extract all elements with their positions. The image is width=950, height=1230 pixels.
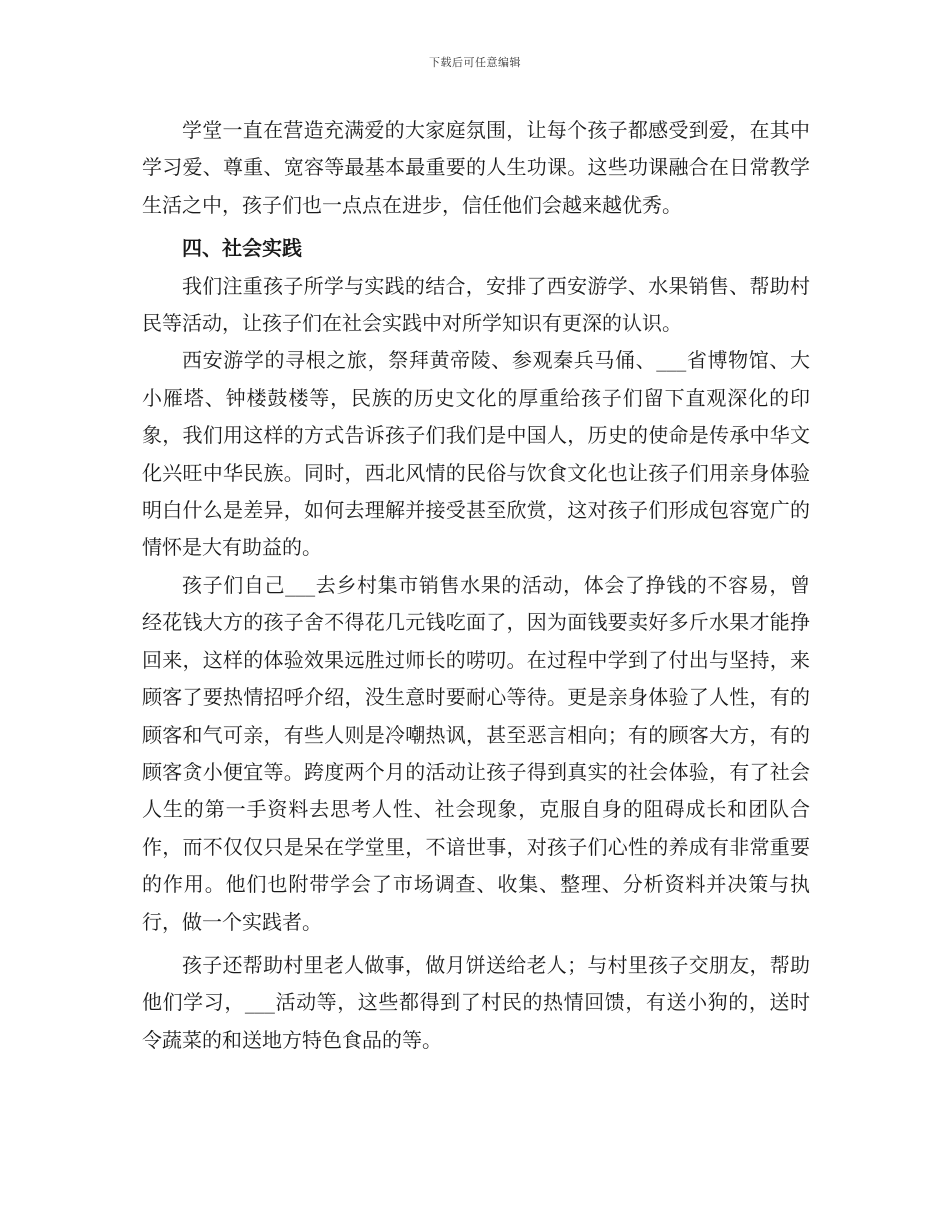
paragraph-4: 孩子们自己___去乡村集市销售水果的活动，体会了挣钱的不容易，曾经花钱大方的孩子舍不得花几元钱吃面了，因为面钱要卖好多斤水果才能挣回来，这样的体验效果远胜过师长的唠叨。在过程中学到了付出与坚持，来顾客了要热情招呼介绍，没生意时要耐心等待。更是亲身体验了人性，有的顾客和气可亲，有些人则是冷嘲热讽，甚至恶言相向；有的顾客大方，有的顾客贪小便宜等。跨度两个月的活动让孩子得到真实的社会体验，有了社会人生的第一手资料去思考人性、社会现象，克服自身的阻碍成长和团队合作，而不仅仅只是呆在学堂里，不谙世事，对孩子们心性的养成有非常重要的作用。他们也附带学会了市场调查、收集、整理、分析资料并决策与执行，做一个实践者。: [142, 572, 810, 934]
section-heading: 四、社会实践: [182, 236, 302, 261]
page-header: 下载后可任意编辑: [429, 56, 521, 69]
paragraph-1: 学堂一直在营造充满爱的大家庭氛围，让每个孩子都感受到爱，在其中学习爱、尊重、宽容等最基本最重要的人生功课。这些功课融合在日常教学生活之中，孩子们也一点点在进步，信任他们会越来越优秀。: [142, 118, 810, 217]
paragraph-3: 西安游学的寻根之旅，祭拜黄帝陵、参观秦兵马俑、___省博物馆、大小雁塔、钟楼鼓楼等，民族的历史文化的厚重给孩子们留下直观深化的印象，我们用这样的方式告诉孩子们我们是中国人，历史的使命是传承中华文化兴旺中华民族。同时，西北风情的民俗与饮食文化也让孩子们用亲身体验明白什么是差异，如何去理解并接受甚至欣赏，这对孩子们形成包容宽广的情怀是大有助益的。: [142, 348, 810, 560]
document-body: [142, 112, 810, 1059]
paragraph-2: 我们注重孩子所学与实践的结合，安排了西安游学、水果销售、帮助村民等活动，让孩子们在社会实践中对所学知识有更深的认识。: [142, 273, 810, 336]
paragraph-5: 孩子还帮助村里老人做事，做月饼送给老人；与村里孩子交朋友，帮助他们学习，___活动等，这些都得到了村民的热情回馈，有送小狗的，送时令蔬菜的和送地方特色食品的等。: [142, 952, 810, 1052]
